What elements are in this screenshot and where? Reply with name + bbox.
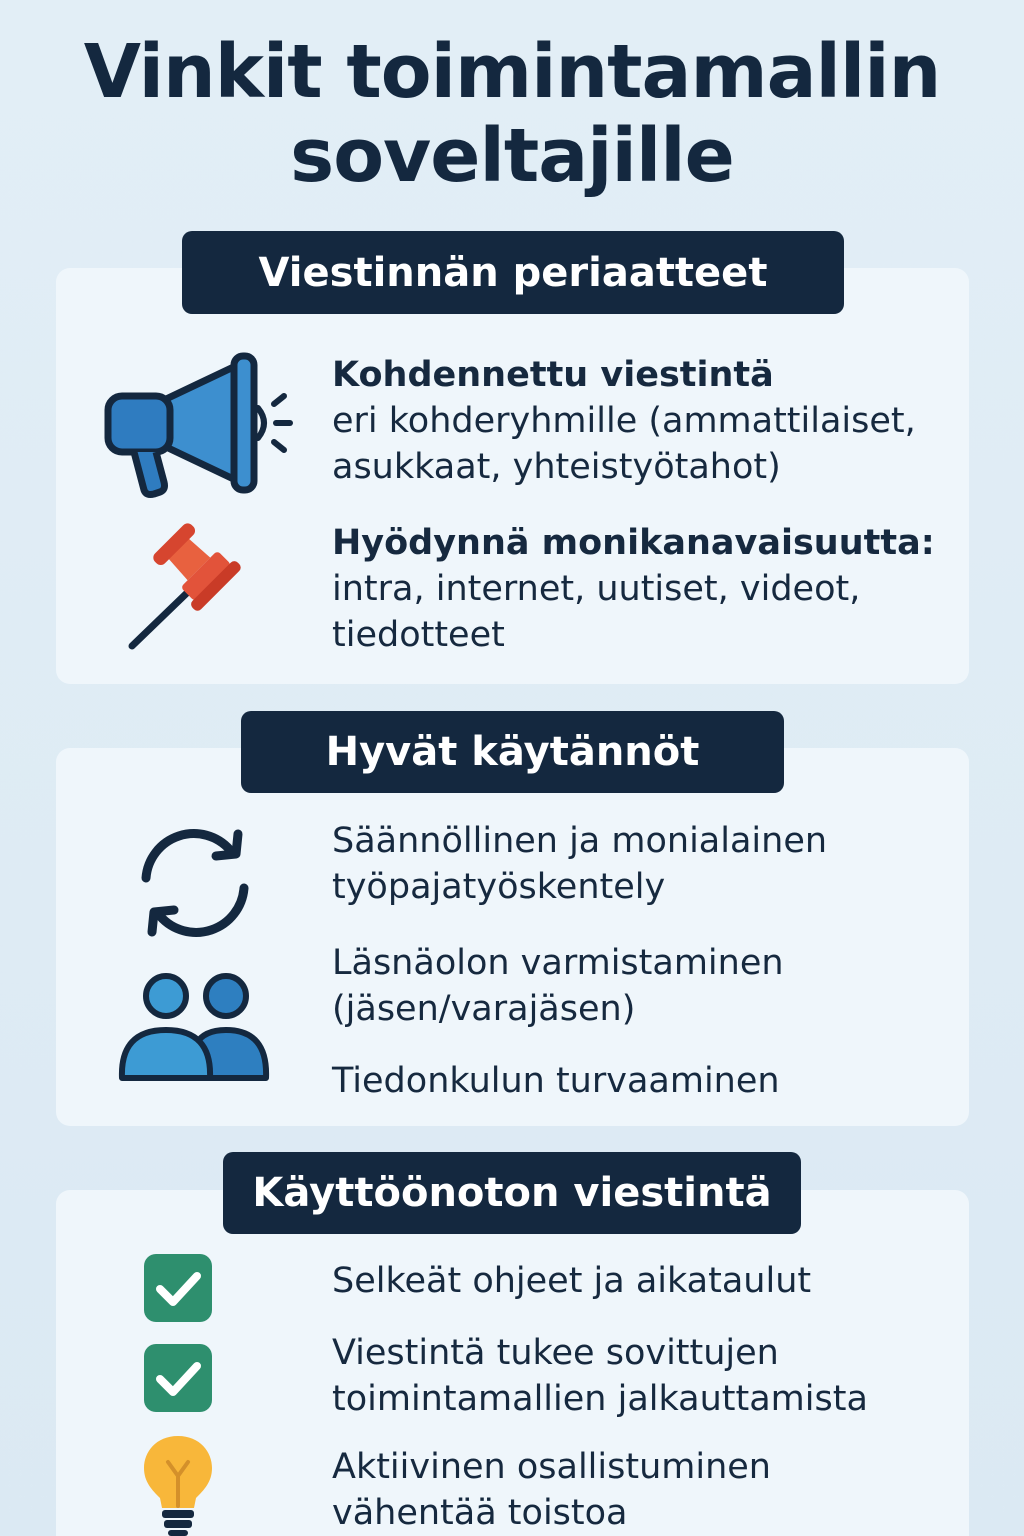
item-text-line: intra, internet, uutiset, videot,	[332, 569, 861, 609]
item-text-line: eri kohderyhmille (ammattilaiset,	[332, 401, 916, 441]
page-title-line-1: Vinkit toimintamallin	[83, 29, 941, 115]
item-workshops	[332, 818, 827, 910]
checkmark-icon	[142, 1252, 214, 1324]
people-icon	[116, 972, 274, 1084]
item-clear-instructions	[332, 1258, 811, 1304]
item-targeted-communication	[332, 352, 916, 490]
item-multichannel	[332, 520, 935, 658]
pushpin-icon	[124, 518, 264, 654]
item-text-line: Selkeät ohjeet ja aikataulut	[332, 1261, 812, 1301]
item-text-line: toimintamallien jalkauttamista	[332, 1379, 868, 1419]
item-text-line: Aktiivinen osallistuminen	[332, 1447, 771, 1487]
megaphone-icon	[104, 352, 294, 500]
item-text-line: tiedotteet	[332, 615, 505, 655]
checkmark-icon	[142, 1342, 214, 1414]
item-attendance	[332, 940, 784, 1032]
item-active-participation	[332, 1444, 771, 1536]
page-title	[0, 30, 1024, 198]
item-information-flow	[332, 1058, 780, 1104]
item-text-line: Viestintä tukee sovittujen	[332, 1333, 779, 1373]
section-heading-deployment-communication: Käyttöönoton viestintä	[223, 1152, 801, 1234]
page-title-line-2: soveltajille	[290, 113, 734, 199]
item-bold-label: Kohdennettu viestintä	[332, 355, 774, 395]
refresh-cycle-icon	[132, 820, 258, 946]
item-text-line: Tiedonkulun turvaaminen	[332, 1061, 780, 1101]
item-text-line: vähentää toistoa	[332, 1493, 628, 1533]
item-text-line: (jäsen/varajäsen)	[332, 989, 636, 1029]
item-text-line: asukkaat, yhteistyötahot)	[332, 447, 781, 487]
section-heading-good-practices: Hyvät käytännöt	[241, 711, 784, 793]
item-text-line: Säännöllinen ja monialainen	[332, 821, 828, 861]
item-text-line: Läsnäolon varmistaminen	[332, 943, 784, 983]
item-bold-label: Hyödynnä monikanavaisuutta:	[332, 523, 935, 563]
item-supports-rollout	[332, 1330, 868, 1422]
lightbulb-icon	[140, 1432, 216, 1536]
section-heading-communication-principles: Viestinnän periaatteet	[182, 231, 844, 314]
item-text-line: työpajatyöskentely	[332, 867, 666, 907]
